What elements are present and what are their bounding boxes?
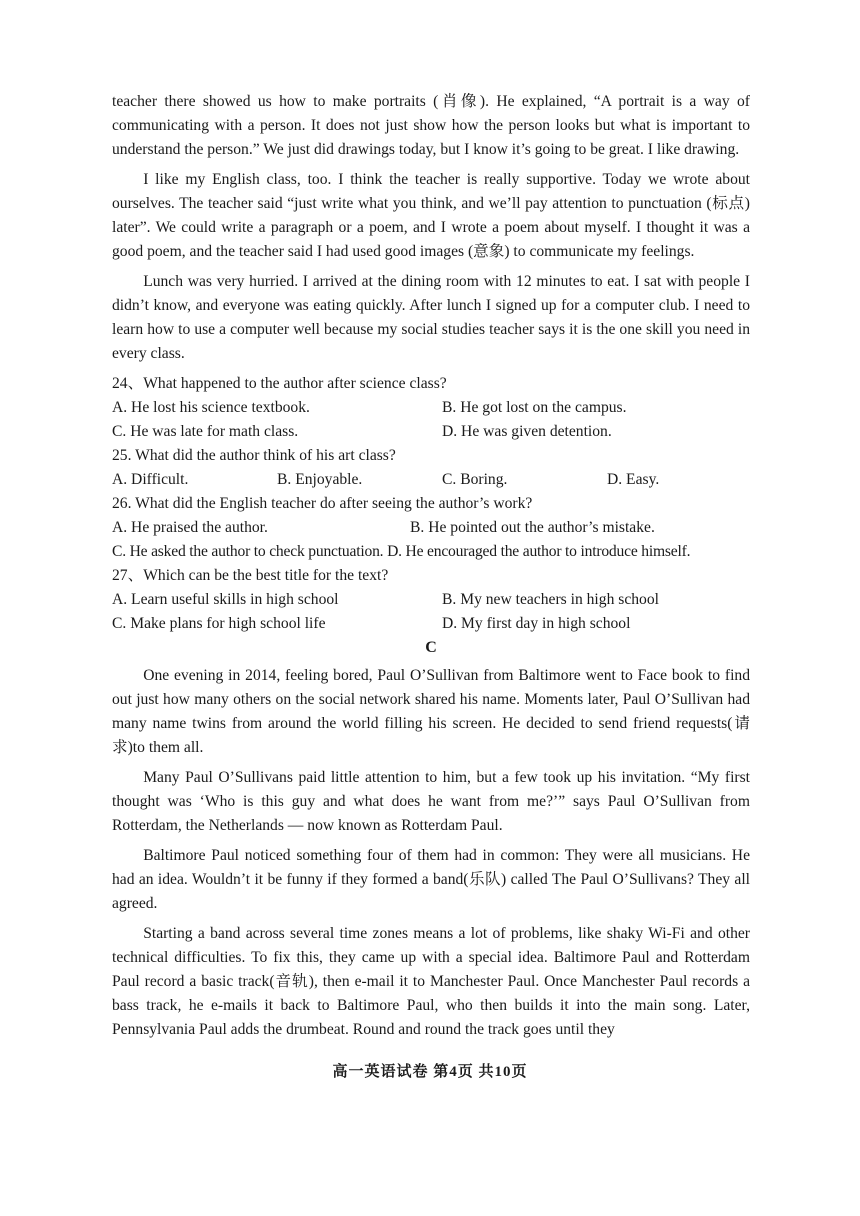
question-options: [112, 468, 750, 492]
option-b: B. He pointed out the author’s mistake.: [410, 519, 655, 536]
question-stem: 24、What happened to the author after science class?: [112, 375, 447, 392]
option-a: A. Difficult.: [112, 471, 189, 488]
passage-b-paragraph-2: I like my English class, too. I think the teacher is really supportive. Today we wrote about ourselves. The teacher said “just write what you think, and we’ll pay attention to punctuation (标点) later”. We could write a paragraph or a poem, and I wrote a poem about myself. I thought it was a good poem, and the teacher said I had used good images (意象) to communicate my feelings.: [112, 171, 750, 260]
page-content: [112, 90, 750, 1048]
question-stem: 27、Which can be the best title for the text?: [112, 567, 389, 584]
question-26: [112, 492, 750, 564]
option-a: A. He lost his science textbook.: [112, 399, 310, 416]
passage-c-paragraph-3: Baltimore Paul noticed something four of them had in common: They were all musicians. He had an idea. Wouldn’t it be funny if they formed a band(乐队) called The Paul O’Sullivans? They all agreed.: [112, 847, 750, 912]
question-stem: 26. What did the English teacher do after seeing the author’s work?: [112, 495, 533, 512]
option-b: B. My new teachers in high school: [442, 591, 659, 608]
question-stem: 25. What did the author think of his art class?: [112, 447, 396, 464]
option-c: C. Make plans for high school life: [112, 615, 326, 632]
page-footer: 高一英语试卷 第4页 共10页: [332, 1064, 528, 1080]
question-options-row-2: [112, 540, 750, 564]
passage-c-paragraph-1: One evening in 2014, feeling bored, Paul O’Sullivan from Baltimore went to Face book to find out just how many others on the social network shared his name. Moments later, Paul O’Sullivan had many name twins from around the world filling his screen. He decided to send friend requests(请求)to them all.: [112, 667, 750, 756]
option-a: A. Learn useful skills in high school: [112, 591, 339, 608]
passage-b-paragraph-3: Lunch was very hurried. I arrived at the dining room with 12 minutes to eat. I sat with people I didn’t know, and everyone was eating quickly. After lunch I signed up for a computer club. I need to learn how to use a computer well because my social studies teacher says it is the one skill you need in every class.: [112, 273, 750, 362]
option-d: D. He was given detention.: [442, 423, 612, 440]
question-options: [112, 396, 750, 444]
option-d: D. My first day in high school: [442, 615, 631, 632]
question-options: [112, 588, 750, 636]
question-options-row-1: [112, 516, 750, 540]
option-a: A. He praised the author.: [112, 519, 268, 536]
passage-c-paragraph-2: Many Paul O’Sullivans paid little attention to him, but a few took up his invitation. “My first thought was ‘Who is this guy and what does he want from me?’” says Paul O’Sullivan from Rotterdam, the Netherlands — now known as Rotterdam Paul.: [112, 769, 750, 834]
option-c: C. Boring.: [442, 471, 508, 488]
option-b: B. Enjoyable.: [277, 471, 363, 488]
passage-b-paragraph-1: teacher there showed us how to make portraits (肖像). He explained, “A portrait is a way of communicating with a person. It does not just show how the person looks but what is important to understand the person.” We just did drawings today, but I know it’s going to be great. I like drawing.: [112, 93, 750, 158]
option-b: B. He got lost on the campus.: [442, 399, 627, 416]
question-27: [112, 564, 750, 636]
passage-c-paragraph-4: Starting a band across several time zones means a lot of problems, like shaky Wi-Fi and other technical difficulties. To fix this, they came up with a special idea. Baltimore Paul and Rotterdam Paul record a basic track(音轨), then e-mail it to Manchester Paul. Once Manchester Paul records a bass track, he e-mails it back to Baltimore Paul, who then builds it into the main song. Later, Pennsylvania Paul adds the drumbeat. Round and round the track goes until they: [112, 925, 750, 1038]
option-d: D. Easy.: [607, 471, 660, 488]
option-c-d: C. He asked the author to check punctuation. D. He encouraged the author to introduce himself.: [112, 543, 691, 560]
option-c: C. He was late for math class.: [112, 423, 299, 440]
section-c-label: C: [425, 639, 437, 656]
question-25: [112, 444, 750, 492]
question-24: [112, 372, 750, 444]
